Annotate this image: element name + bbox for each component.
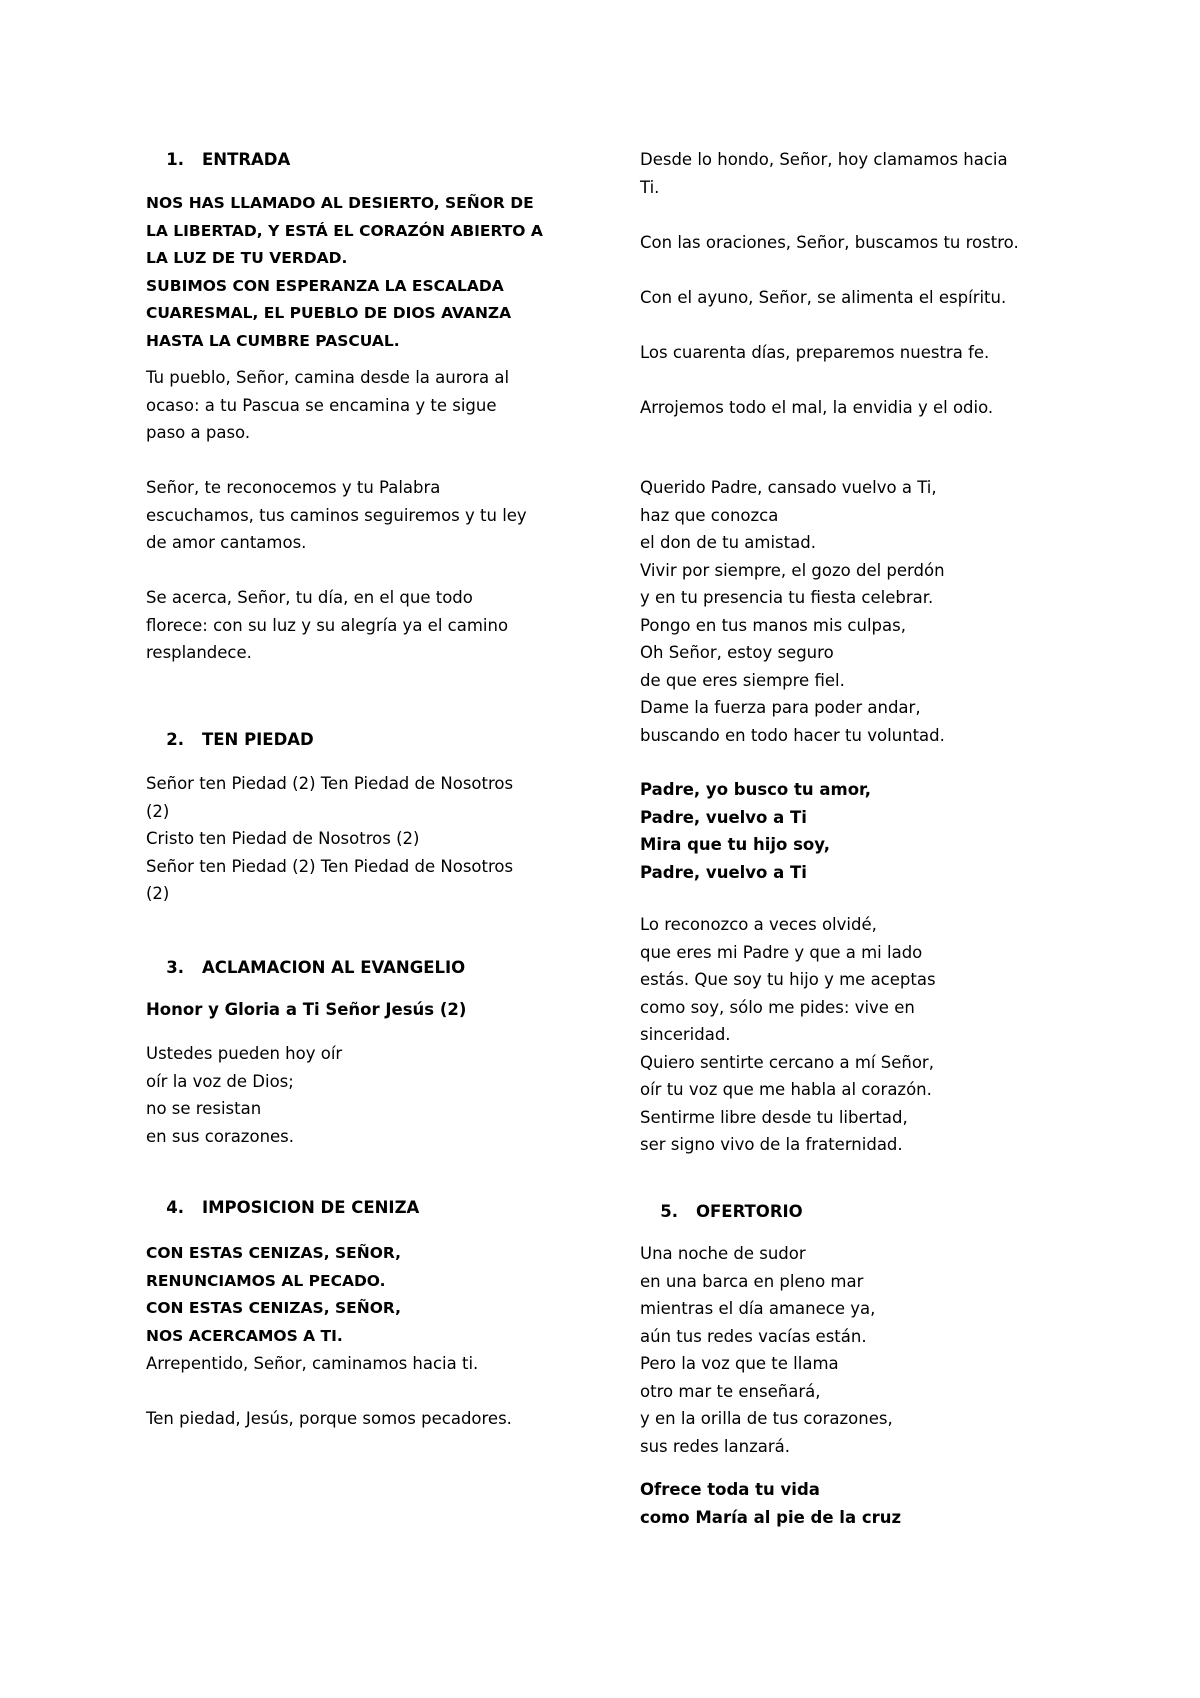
chorus-line: RENUNCIAMOS AL PECADO.: [146, 1271, 386, 1290]
verse-line: Arrojemos todo el mal, la envidia y el odio.: [640, 398, 994, 417]
ceniza-continued-4: [640, 339, 1060, 367]
verse-line: ocaso: a tu Pascua se encamina y te sigue: [146, 395, 497, 415]
verse-line: Lo reconozco a veces olvidé,: [640, 915, 877, 934]
verse-line: Quiero sentirte cercano a mí Señor,: [640, 1052, 934, 1072]
verse-line: sinceridad.: [640, 1025, 731, 1044]
section-number: 2.: [166, 730, 184, 749]
chorus-line: NOS ACERCAMOS A TI.: [146, 1326, 343, 1345]
section-ten-piedad-heading: [146, 726, 566, 754]
ceniza-continued-5: [640, 394, 1060, 422]
verse-line: resplandece.: [146, 643, 252, 662]
verse-line: Querido Padre, cansado vuelvo a Ti,: [640, 478, 937, 497]
verse-line: (2): [146, 884, 170, 903]
chorus-line: LA LUZ DE TU VERDAD.: [146, 249, 348, 267]
verse-line: de que eres siempre fiel.: [640, 670, 845, 690]
chorus-line: Honor y Gloria a Ti Señor Jesús (2): [146, 1000, 467, 1019]
verse-line: Tu pueblo, Señor, camina desde la aurora al: [146, 368, 510, 387]
padre-verse-2: [640, 911, 1060, 1159]
chorus-line: CON ESTAS CENIZAS, SEÑOR,: [146, 1299, 401, 1317]
section-number: 3.: [166, 958, 184, 977]
verse-line: paso a paso.: [146, 423, 251, 442]
chorus-line: Mira que tu hijo soy,: [640, 835, 830, 854]
verse-line: Ten piedad, Jesús, porque somos pecadores.: [146, 1409, 512, 1428]
chorus-line: como María al pie de la cruz: [640, 1507, 902, 1527]
verse-line: en sus corazones.: [146, 1126, 295, 1146]
entrada-verse-1: [146, 364, 566, 447]
verse-line: Pero la voz que te llama: [640, 1354, 839, 1373]
verse-line: y en tu presencia tu fiesta celebrar.: [640, 588, 934, 607]
verse-line: Cristo ten Piedad de Nosotros (2): [146, 829, 420, 848]
verse-line: en una barca en pleno mar: [640, 1271, 864, 1291]
verse-line: Los cuarenta días, preparemos nuestra fe.: [640, 343, 990, 362]
section-aclamacion-heading: [146, 954, 566, 982]
verse-line: otro mar te enseñará,: [640, 1381, 821, 1401]
chorus-line: Padre, yo busco tu amor,: [640, 780, 872, 799]
ceniza-continued-1: [640, 146, 1060, 201]
ofertorio-verse: [640, 1240, 1060, 1460]
verse-line: Señor ten Piedad (2) Ten Piedad de Nosotros: [146, 856, 514, 876]
section-number: 4.: [166, 1198, 184, 1217]
section-number: 1.: [166, 150, 184, 169]
imposicion-line-1: [146, 1350, 566, 1378]
verse-line: oír la voz de Dios;: [146, 1071, 294, 1091]
verse-line: Se acerca, Señor, tu día, en el que todo: [146, 588, 473, 607]
section-title: OFERTORIO: [696, 1202, 803, 1221]
verse-line: Dame la fuerza para poder andar,: [640, 698, 921, 717]
section-ofertorio-heading: [640, 1198, 1060, 1226]
verse-line: escuchamos, tus caminos seguiremos y tu ley: [146, 505, 527, 525]
ceniza-continued-3: [640, 284, 1060, 312]
verse-line: y en la orilla de tus corazones,: [640, 1409, 893, 1428]
chorus-line: Padre, vuelvo a Ti: [640, 807, 807, 827]
verse-line: aún tus redes vacías están.: [640, 1326, 867, 1346]
entrada-verse-2: [146, 474, 566, 557]
verse-line: estás. Que soy tu hijo y me aceptas: [640, 970, 936, 989]
verse-line: que eres mi Padre y que a mi lado: [640, 942, 923, 962]
verse-line: sus redes lanzará.: [640, 1436, 790, 1456]
verse-line: Señor ten Piedad (2) Ten Piedad de Nosotros: [146, 774, 514, 793]
section-title: IMPOSICION DE CENIZA: [202, 1198, 420, 1217]
chorus-line: SUBIMOS CON ESPERANZA LA ESCALADA: [146, 276, 504, 295]
aclamacion-chorus: [146, 996, 566, 1024]
ceniza-continued-2: [640, 229, 1060, 257]
imposicion-chorus: [146, 1240, 566, 1350]
verse-line: no se resistan: [146, 1099, 262, 1118]
verse-line: Desde lo hondo, Señor, hoy clamamos hacia: [640, 150, 1008, 169]
verse-line: Pongo en tus manos mis culpas,: [640, 615, 906, 635]
section-title: ACLAMACION AL EVANGELIO: [202, 958, 466, 977]
verse-line: Con las oraciones, Señor, buscamos tu rostro.: [640, 233, 1019, 252]
verse-line: ser signo vivo de la fraternidad.: [640, 1135, 903, 1154]
verse-line: oír tu voz que me habla al corazón.: [640, 1080, 932, 1099]
chorus-line: NOS HAS LLAMADO AL DESIERTO, SEÑOR DE: [146, 194, 534, 212]
chorus-line: HASTA LA CUMBRE PASCUAL.: [146, 331, 400, 350]
verse-line: Arrepentido, Señor, caminamos hacia ti.: [146, 1354, 479, 1373]
aclamacion-lines: [146, 1040, 566, 1150]
verse-line: Con el ayuno, Señor, se alimenta el espíritu.: [640, 288, 1007, 307]
verse-line: Vivir por siempre, el gozo del perdón: [640, 560, 945, 580]
padre-verse-1: [640, 474, 1060, 749]
verse-line: Señor, te reconocemos y tu Palabra: [146, 478, 441, 497]
section-imposicion-heading: [146, 1194, 566, 1222]
chorus-line: Padre, vuelvo a Ti: [640, 862, 807, 882]
verse-line: Sentirme libre desde tu libertad,: [640, 1107, 908, 1127]
chorus-line: LA LIBERTAD, Y ESTÁ EL CORAZÓN ABIERTO A: [146, 221, 543, 240]
chorus-line: Ofrece toda tu vida: [640, 1480, 820, 1499]
chorus-line: CUARESMAL, EL PUEBLO DE DIOS AVANZA: [146, 304, 512, 322]
verse-line: Ti.: [640, 177, 660, 197]
verse-line: de amor cantamos.: [146, 533, 307, 552]
section-title: ENTRADA: [202, 150, 291, 169]
verse-line: (2): [146, 801, 170, 821]
verse-line: Ustedes pueden hoy oír: [146, 1044, 343, 1063]
verse-line: Oh Señor, estoy seguro: [640, 643, 834, 662]
verse-line: haz que conozca: [640, 505, 779, 525]
verse-line: florece: con su luz y su alegría ya el camino: [146, 615, 509, 635]
ofertorio-chorus: [640, 1476, 1060, 1531]
entrada-verse-3: [146, 584, 566, 667]
section-entrada-heading: [146, 146, 566, 174]
chorus-line: CON ESTAS CENIZAS, SEÑOR,: [146, 1244, 401, 1262]
verse-line: mientras el día amanece ya,: [640, 1299, 876, 1318]
imposicion-line-2: [146, 1405, 566, 1433]
verse-line: buscando en todo hacer tu voluntad.: [640, 725, 945, 745]
ten-piedad-lines: [146, 770, 566, 908]
section-title: TEN PIEDAD: [202, 730, 314, 749]
padre-chorus: [640, 776, 1060, 886]
section-number: 5.: [660, 1202, 678, 1221]
verse-line: Una noche de sudor: [640, 1244, 806, 1263]
verse-line: como soy, sólo me pides: vive en: [640, 997, 915, 1017]
verse-line: el don de tu amistad.: [640, 533, 816, 552]
entrada-chorus: [146, 190, 566, 355]
